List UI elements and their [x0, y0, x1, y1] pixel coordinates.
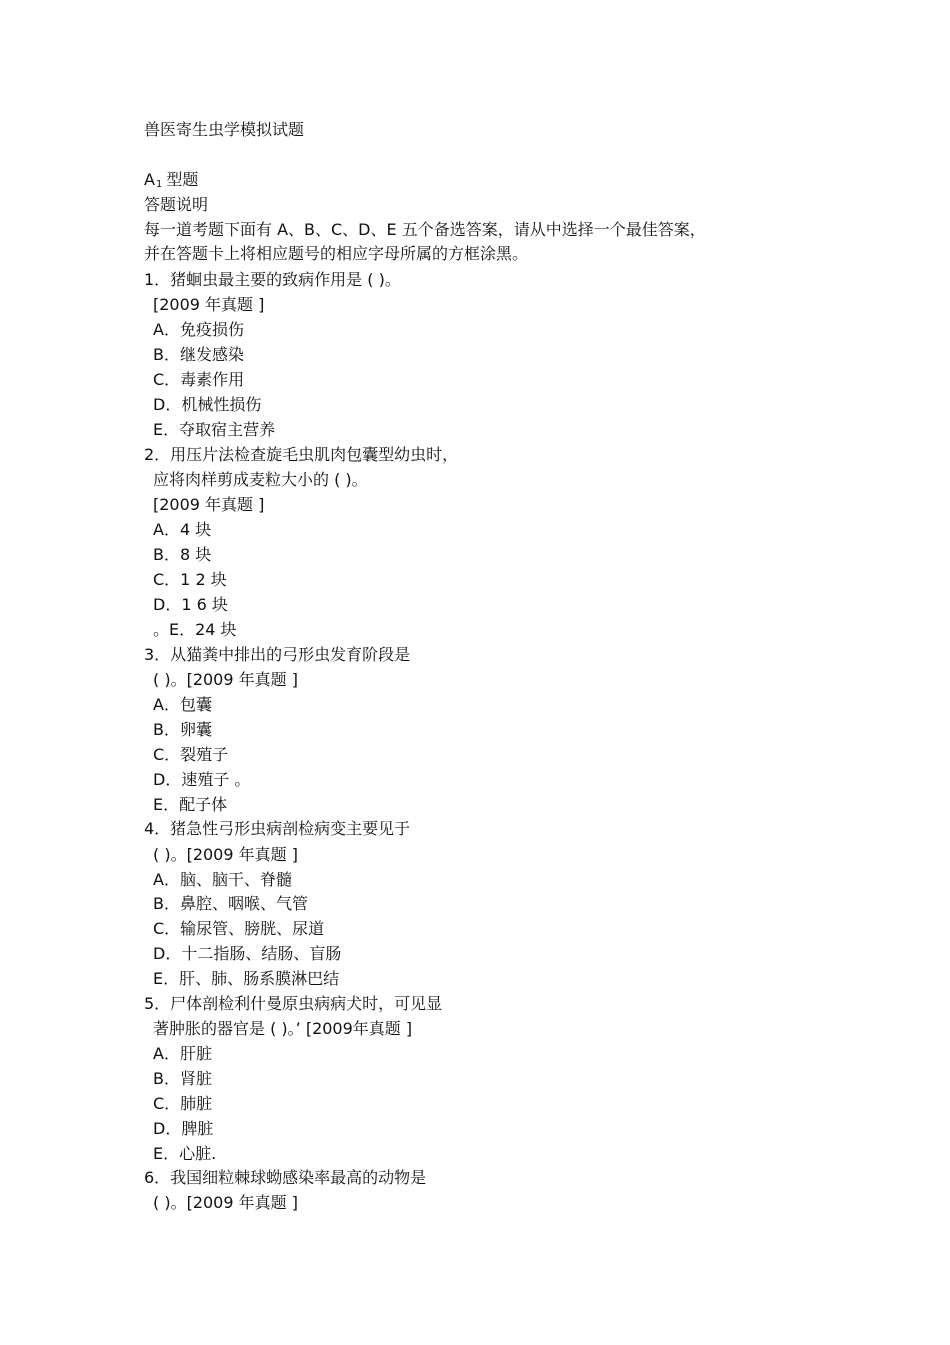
option: D．十二指肠、结肠、盲肠	[153, 944, 342, 963]
question-source: [2009 年真题 ]	[153, 495, 265, 514]
option: B．8 块	[153, 545, 212, 564]
option: B．继发感染	[153, 345, 244, 364]
option: C．裂殖子	[153, 745, 229, 764]
option: A．脑、脑干、脊髓	[153, 870, 292, 889]
question-source: ( )。[2009 年真题 ]	[153, 1193, 298, 1212]
option: E．肝、肺、肠系膜淋巴结	[153, 969, 340, 988]
document-title: 兽医寄生虫学模拟试题	[144, 120, 305, 139]
section-heading	[144, 170, 198, 195]
option: B．肾脏	[153, 1069, 212, 1088]
question-source: ( )。[2009 年真题 ]	[153, 845, 298, 864]
option: A．4 块	[153, 520, 212, 539]
option: E．配子体	[153, 795, 228, 814]
option: D．1 6 块	[153, 595, 228, 614]
instructions-heading: 答题说明	[144, 195, 209, 214]
question-source: ( )。[2009 年真题 ]	[153, 670, 298, 689]
option: B．卵囊	[153, 720, 212, 739]
option: A．肝脏	[153, 1044, 212, 1063]
option: D．脾脏	[153, 1119, 214, 1138]
question-stem: 1．猪蛔虫最主要的致病作用是 ( )。	[144, 270, 401, 289]
question-stem: 3．从猫粪中排出的弓形虫发育阶段是	[144, 645, 411, 664]
question-stem: 4．猪急性弓形虫病剖检病变主要见于	[144, 819, 411, 838]
instructions-line: 每一道考题下面有 A、B、C、D、E 五个备选答案，请从中选择一个最佳答案，	[144, 220, 706, 239]
instructions-line: 并在答题卡上将相应题号的相应字母所属的方框涂黑。	[144, 244, 529, 263]
option: C．1 2 块	[153, 570, 227, 589]
question-stem: 应将肉样剪成麦粒大小的 ( )。	[153, 470, 368, 489]
option: C．肺脏	[153, 1094, 213, 1113]
question-source: 著肿胀的器官是 ( )。’ [2009年真题 ]	[153, 1019, 413, 1038]
section-label: A	[144, 170, 155, 189]
option: C．输尿管、膀胱、尿道	[153, 919, 325, 938]
section-suffix: 型题	[166, 170, 199, 189]
section-subscript: 1	[155, 179, 163, 190]
option: 。E．24 块	[153, 620, 237, 639]
question-stem: 2．用压片法检查旋毛虫肌肉包囊型幼虫时，	[144, 445, 459, 464]
question-stem: 5．尸体剖检利什曼原虫病病犬时，可见显	[144, 994, 443, 1013]
option: B．鼻腔、咽喉、气管	[153, 894, 308, 913]
option: E．夺取宿主营养	[153, 420, 276, 439]
option: D．速殖子 。	[153, 770, 251, 789]
question-stem: 6．我国细粒棘球蚴感染率最高的动物是	[144, 1168, 427, 1187]
option: A．包囊	[153, 695, 212, 714]
option: A．免疫损伤	[153, 320, 244, 339]
option: E．心脏.	[153, 1144, 217, 1163]
option: C．毒素作用	[153, 370, 245, 389]
question-source: [2009 年真题 ]	[153, 295, 265, 314]
option: D．机械性损伤	[153, 395, 262, 414]
